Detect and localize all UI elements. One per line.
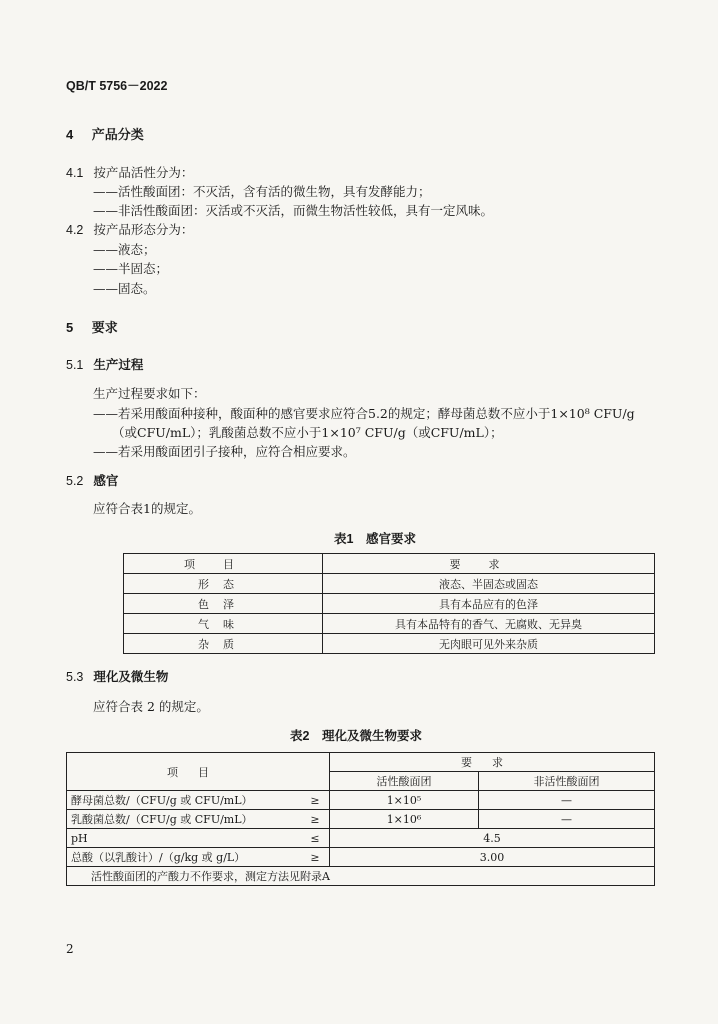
table-header-row — [124, 554, 655, 574]
section-intro: 按产品活性分为： — [93, 165, 194, 180]
list-item: ——活性酸面团：不灭活，含有活的微生物，具有发酵能力； — [93, 184, 431, 199]
table1 — [123, 553, 655, 654]
section-title: 理化及微生物 — [93, 669, 169, 684]
table-row — [67, 848, 655, 867]
table-header-cell: 项目 — [67, 753, 330, 791]
table-header-cell: 活性酸面团 — [330, 772, 479, 791]
section-number: 4 — [66, 127, 74, 142]
table-cell: 气味 — [124, 614, 323, 634]
table-row — [124, 634, 655, 654]
table-row — [124, 594, 655, 614]
paragraph: 应符合表1的规定。 — [93, 501, 201, 516]
table-cell: — — [479, 791, 655, 810]
section-title: 生产过程 — [93, 357, 144, 372]
section-number: 5.3 — [66, 670, 84, 684]
table-row — [124, 574, 655, 594]
table-cell: 形态 — [124, 574, 323, 594]
table-note: 活性酸面团的产酸力不作要求，测定方法见附录A — [67, 867, 655, 886]
paragraph: （或CFU/mL）；乳酸菌总数不应小于1×10⁷ CFU/g（或CFU/mL）； — [112, 425, 503, 440]
table-row — [67, 829, 655, 848]
paragraph: ——若采用酸面种接种，酸面种的感官要求应符合5.2的规定；酵母菌总数不应小于1×10⁸ CFU/g — [93, 406, 635, 421]
section-4-1-heading — [66, 163, 193, 181]
table-cell: 具有本品特有的香气、无腐败、无异臭 — [323, 614, 655, 634]
table-cell: — — [479, 810, 655, 829]
list-item: ——液态； — [93, 242, 156, 257]
table-cell: ≤ — [301, 829, 330, 848]
section-title: 要求 — [91, 321, 118, 336]
section-number: 5 — [66, 320, 74, 335]
section-number: 5.2 — [66, 474, 84, 488]
table-cell: 乳酸菌总数/（CFU/g 或 CFU/mL） — [67, 810, 302, 829]
table-cell: 具有本品应有的色泽 — [323, 594, 655, 614]
table-header-cell: 要求 — [330, 753, 655, 772]
table-header-cell: 非活性酸面团 — [479, 772, 655, 791]
section-5-2-heading — [66, 471, 118, 489]
table-cell: 色泽 — [124, 594, 323, 614]
table1-caption: 表1 感官要求 — [334, 532, 416, 546]
section-4-heading — [66, 124, 144, 143]
paragraph: 生产过程要求如下： — [93, 386, 206, 401]
table-cell: 4.5 — [330, 829, 655, 848]
table-cell: 1×10⁵ — [330, 791, 479, 810]
table-cell: ≥ — [301, 810, 330, 829]
section-5-3-heading — [66, 667, 168, 685]
section-number: 5.1 — [66, 358, 84, 372]
section-number: 4.2 — [66, 223, 84, 237]
list-item: ——半固态； — [93, 261, 169, 276]
table-cell: 3.00 — [330, 848, 655, 867]
section-title: 产品分类 — [91, 128, 144, 143]
table-cell: 总酸（以乳酸计）/（g/kg 或 g/L） — [67, 848, 302, 867]
table2-caption: 表2 理化及微生物要求 — [290, 729, 422, 743]
section-intro: 按产品形态分为： — [93, 222, 194, 237]
section-5-heading — [66, 317, 118, 336]
table-cell: 杂质 — [124, 634, 323, 654]
table-note-row — [67, 867, 655, 886]
list-item: ——固态。 — [93, 281, 156, 296]
document-number: QB/T 5756－2022 — [66, 79, 168, 93]
table-cell: ≥ — [301, 791, 330, 810]
list-item: ——非活性酸面团：灭活或不灭活，而微生物活性较低，具有一定风味。 — [93, 203, 494, 218]
table-cell: 1×10⁶ — [330, 810, 479, 829]
table-cell: ≥ — [301, 848, 330, 867]
table-row — [67, 810, 655, 829]
paragraph: ——若采用酸面团引子接种，应符合相应要求。 — [93, 444, 356, 459]
table-header-cell: 要求 — [323, 554, 655, 574]
table-row — [67, 791, 655, 810]
table-row — [124, 614, 655, 634]
table-header-cell: 项目 — [124, 554, 323, 574]
page-number: 2 — [66, 942, 74, 956]
table2 — [66, 752, 655, 886]
paragraph: 应符合表 2 的规定。 — [93, 699, 209, 714]
section-title: 感官 — [93, 473, 119, 488]
table-cell: 液态、半固态或固态 — [323, 574, 655, 594]
section-5-1-heading — [66, 355, 143, 373]
table-cell: 酵母菌总数/（CFU/g 或 CFU/mL） — [67, 791, 302, 810]
section-4-2-heading — [66, 220, 193, 238]
section-number: 4.1 — [66, 166, 84, 180]
table-cell: 无肉眼可见外来杂质 — [323, 634, 655, 654]
table-header-row — [67, 753, 655, 772]
table-cell: pH — [67, 829, 302, 848]
